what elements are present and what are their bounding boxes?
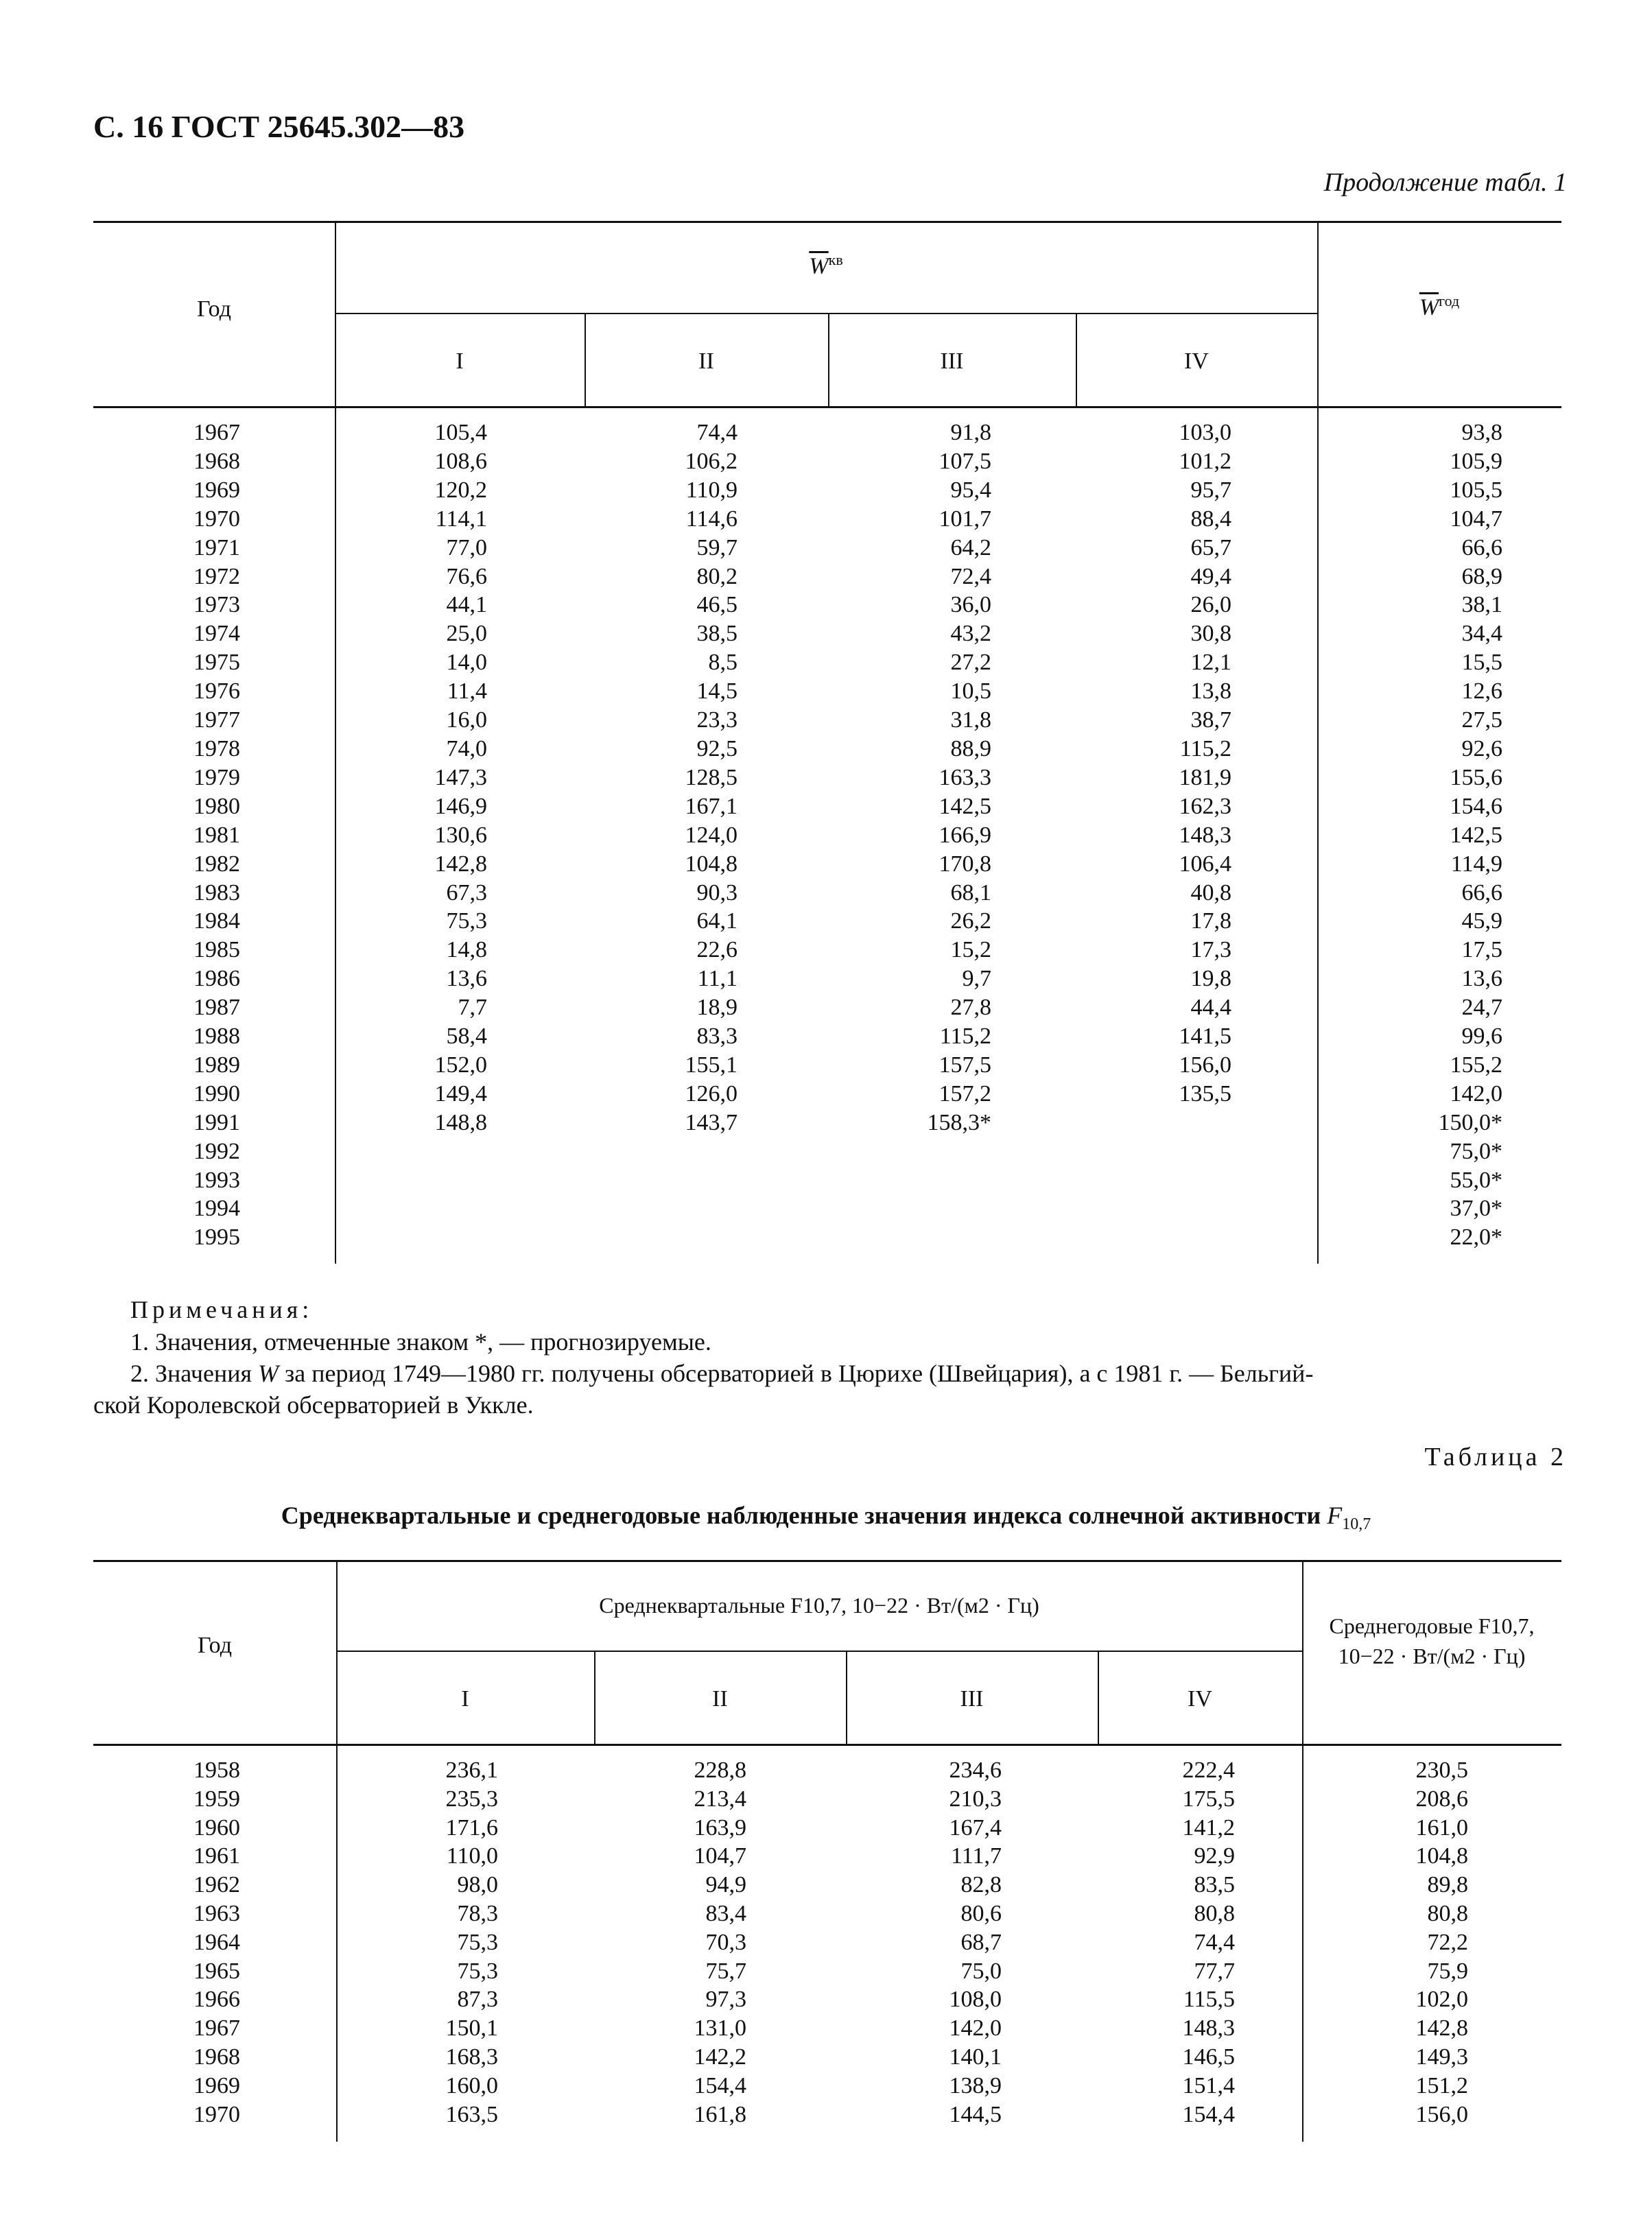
table2-label: Таблица 2: [1424, 1443, 1567, 1471]
table2-q3-header: III: [960, 1686, 984, 1712]
table1-sub-rule: [335, 313, 1317, 314]
table2-q2-column: 228,8 213,4 163,9 104,7 94,9 83,4 70,3 75,7 97,3 131,0 142,2 154,4 161,8: [694, 1758, 746, 2127]
w-annual-symbol: $\overline{W}$: [1419, 294, 1439, 320]
note-1: 1. Значения, отмеченные знаком *, — прогнозируемые.: [130, 1328, 711, 1356]
table2-annual-header-1: Среднегодовые F10,7,: [1329, 1613, 1535, 1638]
w-annual-sup: год: [1439, 292, 1460, 309]
table1-q1-header: I: [456, 348, 464, 374]
table2-title-index: F: [1327, 1502, 1343, 1529]
table1-top-rule: [93, 221, 1561, 223]
table2-annual-column: 230,5 208,6 161,0 104,8 89,8 80,8 72,2 75,9 102,0 142,8 149,3 151,2 156,0: [1415, 1758, 1468, 2127]
table2-title: [0, 1501, 1652, 1534]
table1-year-column: 1967 1968 1969 1970 1971 1972 1973 1974 1975 1976 1977 1978 1979 1980 1981 1982 1983 1984 1985 1986 1987 1988 1989 1990 1991 1992 1993 1994 1995: [193, 420, 240, 1251]
table2-top-rule: [93, 1560, 1561, 1562]
table1-q4-header: IV: [1184, 348, 1209, 374]
table2-q2-header: II: [712, 1686, 728, 1712]
page-header: С. 16 ГОСТ 25645.302—83: [93, 109, 465, 144]
note-2-w-symbol: W: [258, 1360, 279, 1387]
table1-quarterly-header: [335, 251, 1317, 279]
table2-sub-rule: [336, 1651, 1302, 1652]
notes-title: Примечания:: [130, 1296, 314, 1323]
table1-q2-header: II: [698, 348, 714, 374]
table1-vline-year: [335, 221, 336, 1264]
table2-q4-header: IV: [1188, 1686, 1212, 1712]
table2-vline-year: [336, 1560, 338, 2142]
table2-year-header: Год: [198, 1633, 232, 1658]
table2-annual-header-2: 10−22 · Вт/(м2 · Гц): [1338, 1644, 1526, 1668]
table2-q1-header: I: [461, 1686, 469, 1712]
table1-annual-column: 93,8 105,9 105,5 104,7 66,6 68,9 38,1 34,4 15,5 12,6 27,5 92,6 155,6 154,6 142,5 114,9 66,6 45,9 17,5 13,6 24,7 99,6 155,2 142,0 150,0* 75,0* 55,0* 37,0* 22,0*: [1438, 420, 1502, 1251]
continuation-label: Продолжение табл. 1: [1323, 168, 1567, 197]
table1-header-rule: [93, 406, 1561, 408]
note-2-continuation: ской Королевской обсерваторией в Уккле.: [93, 1391, 534, 1419]
note-2-text: за период 1749—1980 гг. получены обсерваторией в Цюрихе (Швейцария), а с 1981 г. — Бельгий-: [285, 1360, 1314, 1387]
table1-year-header: Год: [197, 296, 231, 322]
note-2: [130, 1358, 1313, 1388]
table2-year-column: 1958 1959 1960 1961 1962 1963 1964 1965 1966 1967 1968 1969 1970: [193, 1758, 240, 2127]
table1-q1-column: 105,4 108,6 120,2 114,1 77,0 76,6 44,1 25,0 14,0 11,4 16,0 74,0 147,3 146,9 130,6 142,8 67,3 75,3 14,8 13,6 7,7 58,4 152,0 149,4 148,8: [434, 420, 487, 1135]
table2-quarterly-header: Среднеквартальные F10,7, 10−22 · Вт/(м2 · Гц): [599, 1593, 1039, 1618]
table2-q1-column: 236,1 235,3 171,6 110,0 98,0 78,3 75,3 75,3 87,3 150,1 168,3 160,0 163,5: [445, 1758, 498, 2127]
table2-header-rule: [93, 1744, 1561, 1746]
table1-q2-column: 74,4 106,2 110,9 114,6 59,7 80,2 46,5 38,5 8,5 14,5 23,3 92,5 128,5 167,1 124,0 104,8 90,3 64,1 22,6 11,1 18,9 83,3 155,1 126,0 143,7: [685, 420, 738, 1135]
w-quarterly-sup: кв: [828, 251, 843, 268]
table2-q3-column: 234,6 210,3 167,4 111,7 82,8 80,6 68,7 75,0 108,0 142,0 140,1 138,9 144,5: [949, 1758, 1002, 2127]
table1-vline-annual: [1317, 221, 1319, 1264]
table1-q4-column: 103,0 101,2 95,7 88,4 65,7 49,4 26,0 30,8 12,1 13,8 38,7 115,2 181,9 162,3 148,3 106,4 40,8 17,8 17,3 19,8 44,4 141,5 156,0 135,5: [1179, 420, 1231, 1107]
table2-q4-column: 222,4 175,5 141,2 92,9 83,5 80,8 74,4 77,7 115,5 148,3 146,5 151,4 154,4: [1182, 1758, 1235, 2127]
w-quarterly-symbol: $\overline{W}$: [809, 253, 829, 279]
table1-annual-header: [1317, 292, 1561, 320]
note-2-prefix: 2. Значения: [130, 1360, 252, 1387]
table1-q3-header: III: [940, 348, 964, 374]
table1-q3-column: 91,8 107,5 95,4 101,7 64,2 72,4 36,0 43,2 27,2 10,5 31,8 88,9 163,3 142,5 166,9 170,8 68,1 26,2 15,2 9,7 27,8 115,2 157,5 157,2 158,3*: [927, 420, 991, 1135]
table2-title-index-sub: 10,7: [1342, 1515, 1371, 1534]
table2-title-text: Среднеквартальные и среднегодовые наблюденные значения индекса солнечной активности: [281, 1502, 1321, 1529]
